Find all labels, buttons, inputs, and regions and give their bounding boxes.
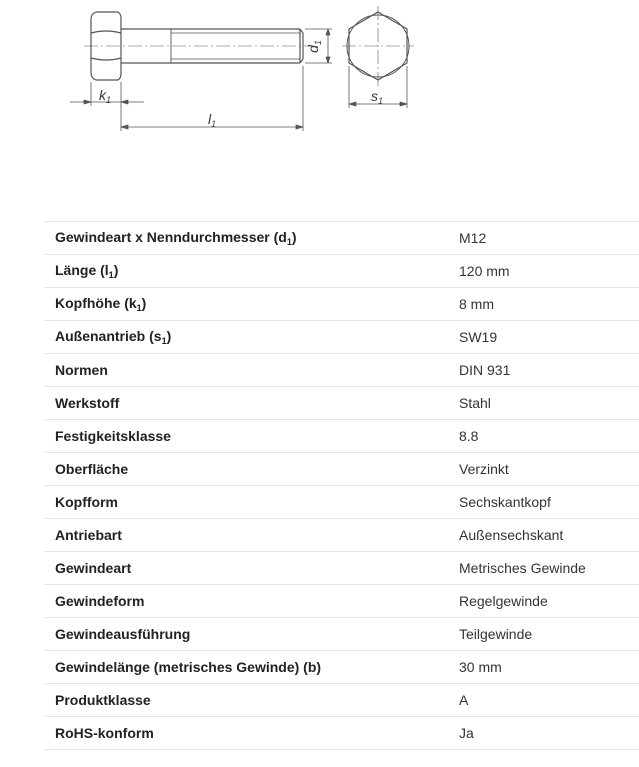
spec-row (45, 222, 639, 255)
spec-label-text: Kopfhöhe (k (55, 295, 137, 311)
spec-value: M12 (459, 222, 639, 255)
spec-row (45, 420, 639, 453)
spec-label (45, 222, 459, 255)
spec-label-text: Oberfläche (55, 461, 129, 477)
spec-label-text: Gewindelänge (metrisches Gewinde) (b) (55, 659, 322, 675)
spec-label-suffix: ) (113, 262, 119, 278)
spec-value: 8.8 (459, 420, 639, 453)
spec-row (45, 387, 639, 420)
spec-row (45, 618, 639, 651)
spec-label-text: Festigkeitsklasse (55, 428, 171, 444)
spec-label-text: Produktklasse (55, 692, 151, 708)
spec-label-text: RoHS-konform (55, 725, 154, 741)
spec-label-subscript: 1 (136, 303, 142, 313)
spec-value: Metrisches Gewinde (459, 552, 639, 585)
spec-label-suffix: ) (166, 328, 172, 344)
spec-label-suffix: ) (141, 295, 147, 311)
spec-value: Stahl (459, 387, 639, 420)
spec-label (45, 288, 459, 321)
spec-value: 8 mm (459, 288, 639, 321)
spec-label (45, 651, 459, 684)
spec-row (45, 255, 639, 288)
spec-value: DIN 931 (459, 354, 639, 387)
spec-label (45, 420, 459, 453)
bolt-technical-drawing (0, 0, 639, 215)
spec-label-suffix: ) (291, 229, 297, 245)
spec-row (45, 453, 639, 486)
spec-label-text: Außenantrieb (s (55, 328, 162, 344)
d1-dimension-label: $d_1$ (304, 40, 323, 53)
spec-value: 120 mm (459, 255, 639, 288)
specifications-table (45, 221, 639, 750)
spec-row (45, 321, 639, 354)
spec-value: 30 mm (459, 651, 639, 684)
specifications-table-body (45, 222, 639, 750)
spec-label (45, 585, 459, 618)
k1-dimension-label: $k_1$ (99, 87, 112, 105)
spec-row (45, 585, 639, 618)
spec-label (45, 684, 459, 717)
spec-row (45, 552, 639, 585)
spec-row (45, 651, 639, 684)
spec-label (45, 255, 459, 288)
spec-label (45, 354, 459, 387)
spec-label (45, 519, 459, 552)
bolt-shank-side (84, 29, 312, 63)
spec-value: Regelgewinde (459, 585, 639, 618)
spec-label-text: Antriebart (55, 527, 122, 543)
spec-row (45, 519, 639, 552)
spec-row (45, 354, 639, 387)
spec-label-subscript: 1 (161, 336, 167, 346)
spec-row (45, 486, 639, 519)
spec-label (45, 453, 459, 486)
spec-label-text: Gewindeform (55, 593, 145, 609)
s1-dimension-label: $s_1$ (371, 88, 384, 106)
spec-value: SW19 (459, 321, 639, 354)
spec-label (45, 552, 459, 585)
spec-label-text: Länge (l (55, 262, 109, 278)
spec-label (45, 387, 459, 420)
spec-row (45, 288, 639, 321)
spec-label-text: Gewindeart x Nenndurchmesser (d (55, 229, 287, 245)
spec-label-text: Werkstoff (55, 395, 120, 411)
spec-label-subscript: 1 (108, 270, 114, 280)
spec-row (45, 717, 639, 750)
spec-label-text: Normen (55, 362, 108, 378)
spec-label (45, 717, 459, 750)
spec-value: Verzinkt (459, 453, 639, 486)
spec-value: Sechskantkopf (459, 486, 639, 519)
spec-value: Teilgewinde (459, 618, 639, 651)
bolt-drawing-svg (0, 0, 639, 215)
l1-dimension-label: $l_1$ (208, 111, 217, 129)
spec-label (45, 618, 459, 651)
spec-label (45, 321, 459, 354)
spec-value: A (459, 684, 639, 717)
spec-value: Ja (459, 717, 639, 750)
spec-row (45, 684, 639, 717)
spec-label-text: Kopfform (55, 494, 118, 510)
spec-label-text: Gewindeart (55, 560, 132, 576)
bolt-head-front (342, 6, 414, 86)
spec-label-subscript: 1 (286, 237, 292, 247)
spec-value: Außensechskant (459, 519, 639, 552)
spec-label (45, 486, 459, 519)
spec-label-text: Gewindeausführung (55, 626, 191, 642)
